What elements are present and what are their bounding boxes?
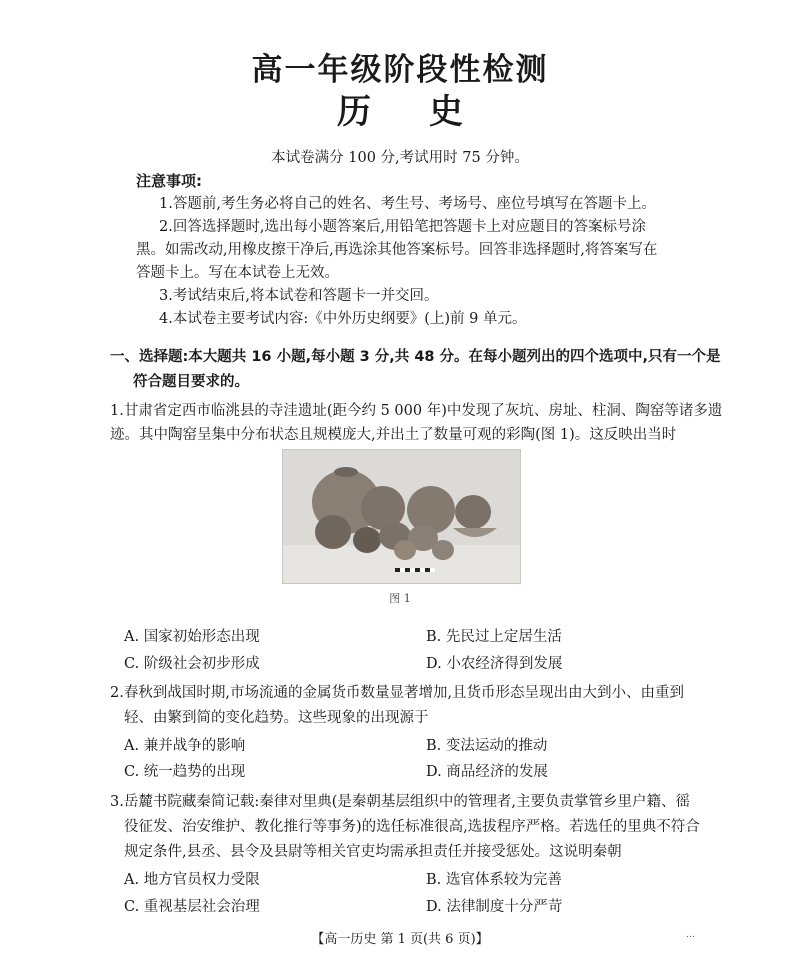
question-2-option-a: A. 兼并战争的影响 — [124, 738, 246, 754]
question-1-stem: 1.甘肃省定西市临洮县的寺洼遗址(距今约 5 000 年)中发现了灰坑、房址、柱洞、陶窑等诸多遗 — [110, 403, 723, 419]
note-line: 3.考试结束后,将本试卷和答题卡一并交回。 — [159, 288, 439, 304]
note-line: 2.回答选择题时,选出每小题答案后,用铅笔把答题卡上对应题目的答案标号涂 — [159, 219, 647, 235]
question-1-stem: 迹。其中陶窑呈集中分布状态且规模庞大,并出土了数量可观的彩陶(图 1)。这反映出当时 — [110, 427, 677, 443]
question-2-stem: 2.春秋到战国时期,市场流通的金属货币数量显著增加,且货币形态呈现出由大到小、由重到 — [110, 685, 685, 701]
question-2-option-b: B. 变法运动的推动 — [426, 738, 548, 754]
question-2-option-c: C. 统一趋势的出现 — [124, 764, 246, 780]
corner-mark: … — [686, 930, 695, 940]
question-3-option-c: C. 重视基层社会治理 — [124, 899, 260, 915]
section-heading-cont: 符合题目要求的。 — [133, 374, 249, 390]
question-1-option-b: B. 先民过上定居生活 — [426, 629, 562, 645]
pottery-illustration — [283, 450, 520, 583]
question-2-stem: 轻、由繁到简的变化趋势。这些现象的出现源于 — [124, 710, 429, 726]
question-1-option-d: D. 小农经济得到发展 — [426, 656, 563, 672]
figure-caption: 图 1 — [389, 592, 411, 605]
question-3-option-b: B. 选官体系较为完善 — [426, 872, 562, 888]
subject-title: 历史 — [337, 92, 521, 132]
exam-meta: 本试卷满分 100 分,考试用时 75 分钟。 — [271, 150, 529, 166]
question-3-stem: 规定条件,县丞、县令及县尉等相关官吏均需承担责任并接受惩处。这说明秦朝 — [124, 844, 622, 860]
question-3-option-a: A. 地方官员权力受限 — [124, 872, 260, 888]
question-3-stem: 3.岳麓书院藏秦简记载:秦律对里典(是秦朝基层组织中的管理者,主要负责掌管乡里户籍、徭 — [110, 794, 690, 810]
notes-heading: 注意事项: — [136, 172, 202, 190]
question-2-option-d: D. 商品经济的发展 — [426, 764, 548, 780]
page-footer: 【高一历史 第 1 页(共 6 页)】 — [311, 932, 489, 947]
question-1-option-c: C. 阶级社会初步形成 — [124, 656, 260, 672]
note-line: 1.答题前,考生务必将自己的姓名、考生号、考场号、座位号填写在答题卡上。 — [159, 196, 656, 212]
note-line: 答题卡上。写在本试卷上无效。 — [136, 265, 339, 281]
question-1-option-a: A. 国家初始形态出现 — [124, 629, 260, 645]
question-3-option-d: D. 法律制度十分严苛 — [426, 899, 563, 915]
question-3-stem: 役征发、治安维护、教化推行等事务)的选任标准很高,选拔程序严格。若选任的里典不符合 — [124, 819, 700, 835]
pottery-figure — [282, 449, 521, 584]
note-line: 黑。如需改动,用橡皮擦干净后,再选涂其他答案标号。回答非选择题时,将答案写在 — [136, 242, 658, 258]
note-line: 4.本试卷主要考试内容:《中外历史纲要》(上)前 9 单元。 — [159, 311, 527, 327]
exam-title: 高一年级阶段性检测 — [251, 52, 549, 88]
section-heading: 一、选择题:本大题共 16 小题,每小题 3 分,共 48 分。在每小题列出的四个选项中,只有一个是 — [110, 349, 721, 365]
